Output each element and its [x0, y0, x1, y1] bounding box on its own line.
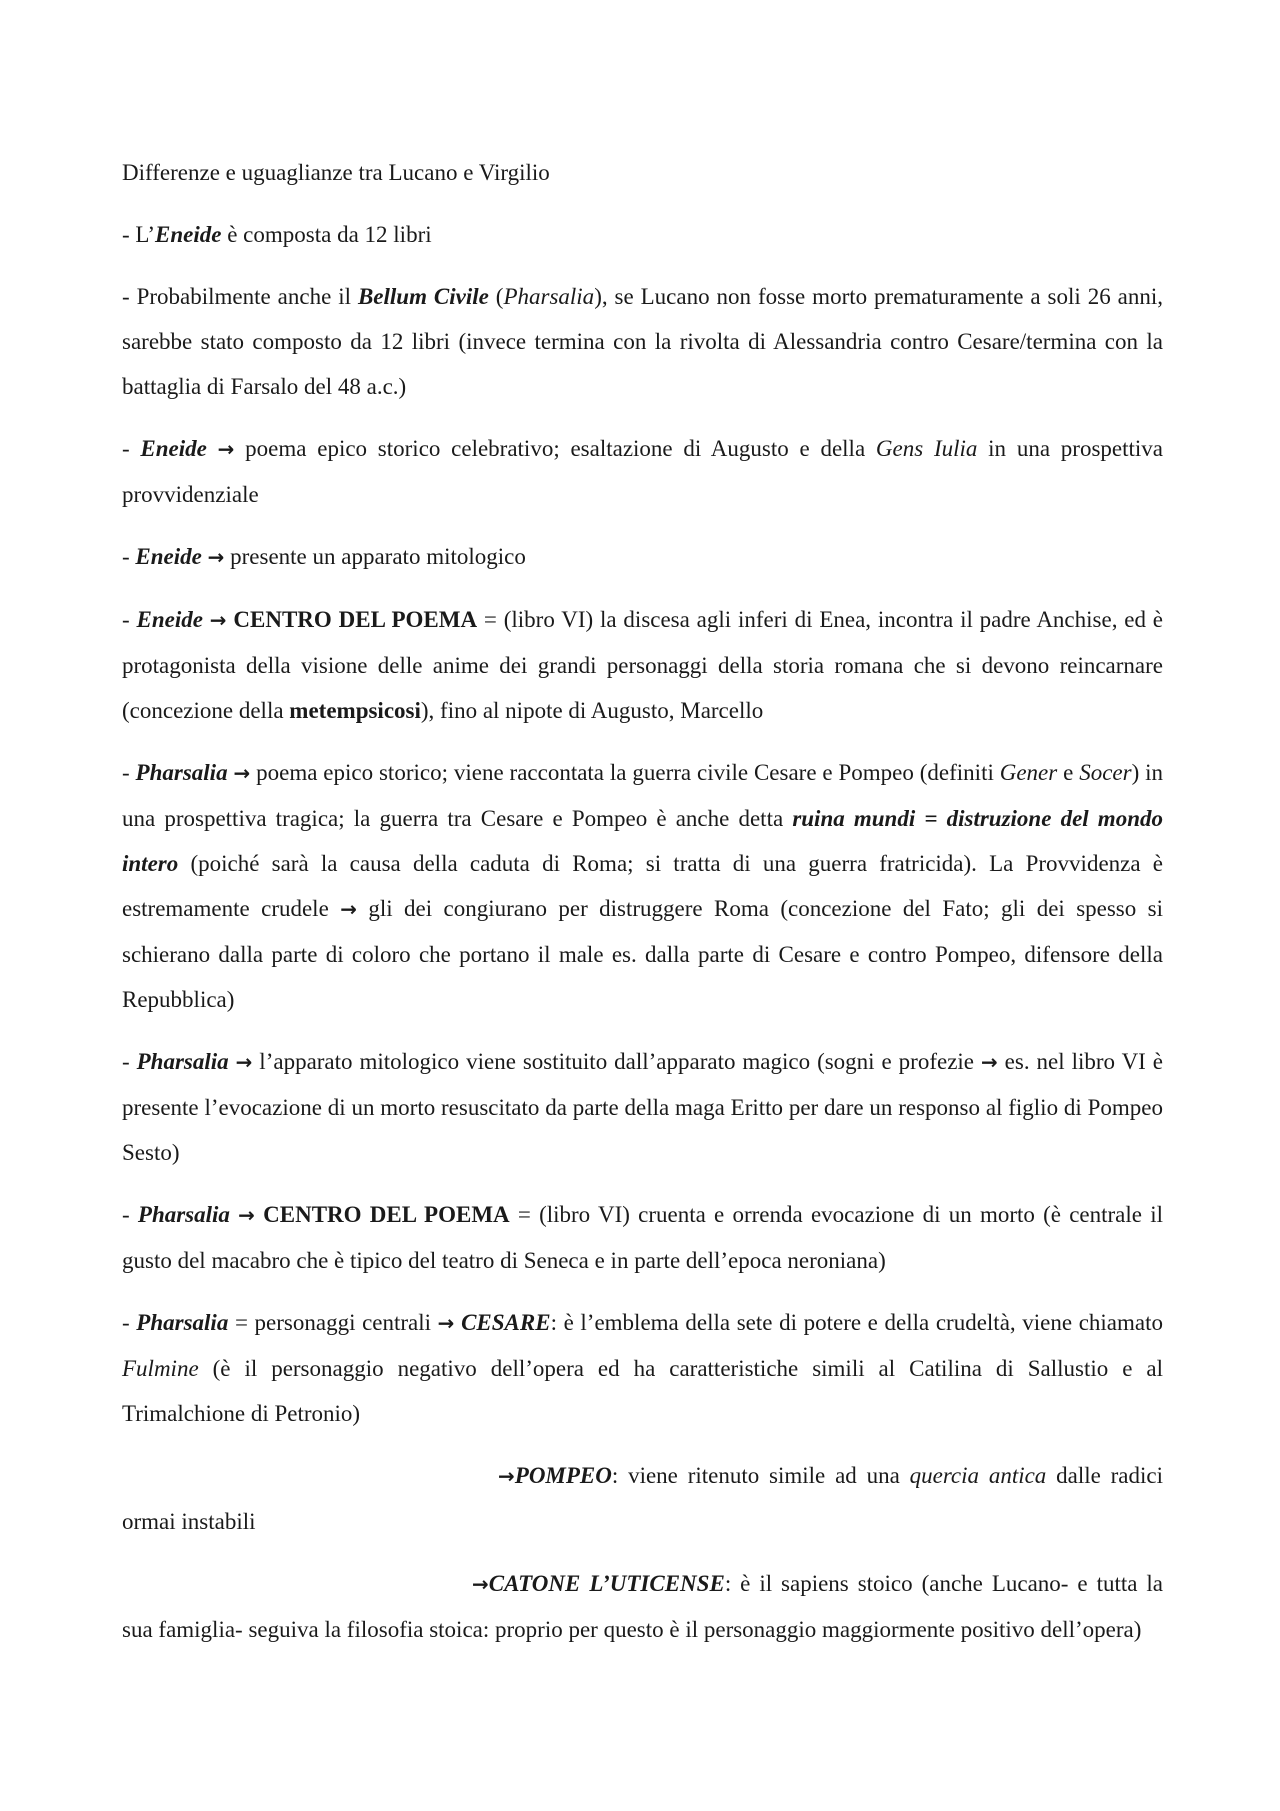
- arrow-right-icon: →: [472, 1572, 489, 1596]
- arrow-right-icon: →: [340, 897, 357, 921]
- arrow-right-icon: →: [498, 1464, 515, 1488]
- document-title: Differenze e uguaglianze tra Lucano e Virgilio: [122, 160, 550, 185]
- paragraph-pharsalia-poema: - Pharsalia → poema epico storico; viene raccontata la guerra civile Cesare e Pompeo (definiti Gener e Socer) in una prospettiva tragica; la guerra tra Cesare e Pompeo è anche detta ruina mundi = distruzione del mondo intero (poiché sarà la causa della caduta di Roma; si tratta di una guerra fratricida). La Provvidenza è estremamente crudele → gli dei congiurano per distruggere Roma (concezione del Fato; gli dei spesso si schierano dalla parte di coloro che portano il male es. dalla parte di Cesare e contro Pompeo, difensore della Repubblica): [122, 760, 1163, 1012]
- document-body: [122, 150, 1163, 1669]
- arrow-right-icon: →: [207, 545, 225, 569]
- arrow-right-icon: →: [238, 1203, 255, 1227]
- paragraph-eneide-libri: - L’Eneide è composta da 12 libri: [122, 222, 432, 247]
- paragraph-pharsalia-apparato: - Pharsalia → l’apparato mitologico viene sostituito dall’apparato magico (sogni e profezie → es. nel libro VI è presente l’evocazione di un morto resuscitato da parte della maga Eritto per dare un responso al figlio di Pompeo Sesto): [122, 1049, 1163, 1165]
- paragraph-bellum-civile: - Probabilmente anche il Bellum Civile (Pharsalia), se Lucano non fosse morto prematuramente a soli 26 anni, sarebbe stato composto da 12 libri (invece termina con la rivolta di Alessandria contro Cesare/termina con la battaglia di Farsalo del 48 a.c.): [122, 284, 1164, 399]
- arrow-right-icon: →: [980, 1050, 998, 1074]
- arrow-right-icon: →: [437, 1311, 455, 1335]
- arrow-right-icon: →: [233, 761, 251, 785]
- paragraph-pompeo: →POMPEO: viene ritenuto simile ad una quercia antica dalle radici ormai instabili: [122, 1463, 1163, 1534]
- arrow-right-icon: →: [209, 608, 227, 632]
- paragraph-pharsalia-centro: - Pharsalia → CENTRO DEL POEMA = (libro VI) cruenta e orrenda evocazione di un morto (è centrale il gusto del macabro che è tipico del teatro di Seneca e in parte dell’epoca neroniana): [122, 1202, 1163, 1273]
- paragraph-eneide-poema: - Eneide → poema epico storico celebrativo; esaltazione di Augusto e della Gens Iulia in una prospettiva provvidenziale: [122, 436, 1163, 507]
- arrow-right-icon: →: [235, 1050, 253, 1074]
- paragraph-pharsalia-personaggi: - Pharsalia = personaggi centrali → CESARE: è l’emblema della sete di potere e della crudeltà, viene chiamato Fulmine (è il personaggio negativo dell’opera ed ha caratteristiche simili al Catilina di Sallustio e al Trimalchione di Petronio): [122, 1310, 1163, 1426]
- paragraph-catone: →CATONE L’UTICENSE: è il sapiens stoico (anche Lucano- e tutta la sua famiglia- seguiva la filosofia stoica: proprio per questo è il personaggio maggiormente positivo dell’opera): [122, 1571, 1163, 1642]
- paragraph-eneide-centro: - Eneide → CENTRO DEL POEMA = (libro VI) la discesa agli inferi di Enea, incontra il padre Anchise, ed è protagonista della visione delle anime dei grandi personaggi della storia romana che si devono reincarnare (concezione della metempsicosi), fino al nipote di Augusto, Marcello: [122, 607, 1164, 723]
- paragraph-eneide-apparato: - Eneide → presente un apparato mitologico: [122, 544, 526, 569]
- arrow-right-icon: →: [217, 437, 235, 461]
